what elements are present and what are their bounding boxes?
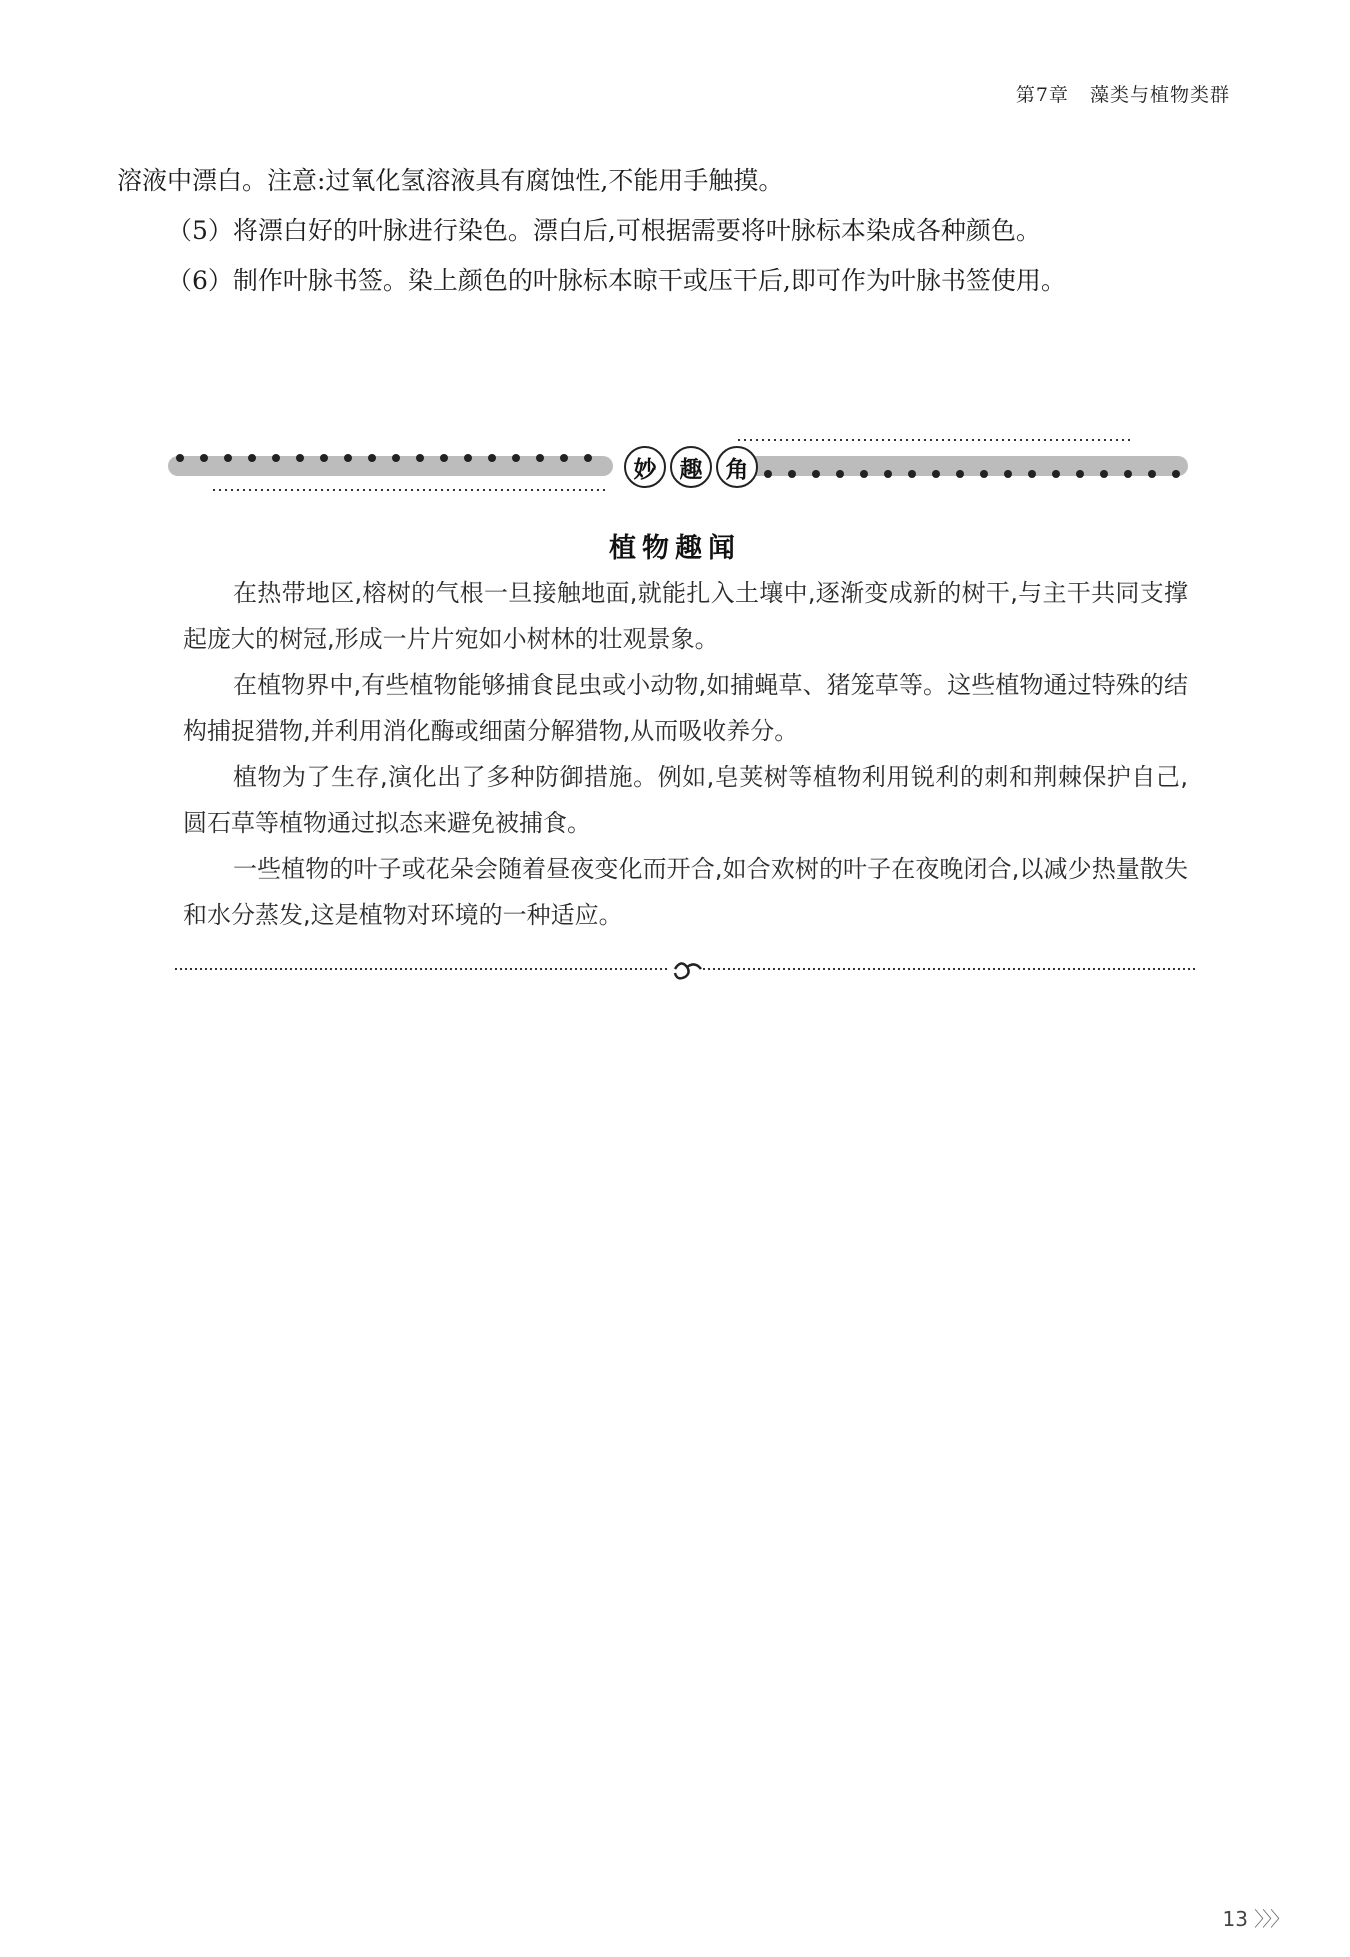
section-paragraph: 一些植物的叶子或花朵会随着昼夜变化而开合,如合欢树的叶子在夜晚闭合,以减少热量散失和水分蒸发,这是植物对环境的一种适应。 [183,855,1188,929]
section-paragraph: 在植物界中,有些植物能够捕食昆虫或小动物,如捕蝇草、猪笼草等。这些植物通过特殊的结构捕捉猎物,并利用消化酶或细菌分解猎物,从而吸收养分。 [183,671,1188,745]
flourish-icon [175,955,1195,985]
page-number-value: 13 [1222,1907,1248,1931]
section-end-rule [175,955,1195,985]
paragraph-step-5: （5）将漂白好的叶脉进行染色。漂白后,可根据需要将叶脉标本染成各种颜色。 [167,216,1041,245]
section-banner [168,432,1188,500]
section-title: 植物趣闻 [609,533,741,564]
section-paragraph: 在热带地区,榕树的气根一旦接触地面,就能扎入土壤中,逐渐变成新的树干,与主干共同支撑起庞大的树冠,形成一片片宛如小树林的壮观景象。 [183,579,1188,653]
badge-char: 妙 [624,446,666,488]
chevron-right-icon: 〉〉〉 [1254,1907,1288,1931]
section-badge [620,440,762,494]
section-paragraph: 植物为了生存,演化出了多种防御措施。例如,皂荚树等植物利用锐利的刺和荆棘保护自己,圆石草等植物通过拟态来避免被捕食。 [183,763,1188,837]
section-body [183,570,1188,938]
body-text-top [117,156,1227,306]
badge-char: 趣 [670,446,712,488]
page-number [1223,1903,1288,1932]
badge-char: 角 [716,446,758,488]
paragraph-step-6: （6）制作叶脉书签。染上颜色的叶脉标本晾干或压干后,即可作为叶脉书签使用。 [167,266,1066,295]
running-header [1016,80,1230,107]
chapter-title: 藻类与植物类群 [1089,84,1230,106]
chapter-number: 第7章 [1015,84,1069,106]
paragraph-line: 溶液中漂白。注意:过氧化氢溶液具有腐蚀性,不能用手触摸。 [117,166,784,195]
